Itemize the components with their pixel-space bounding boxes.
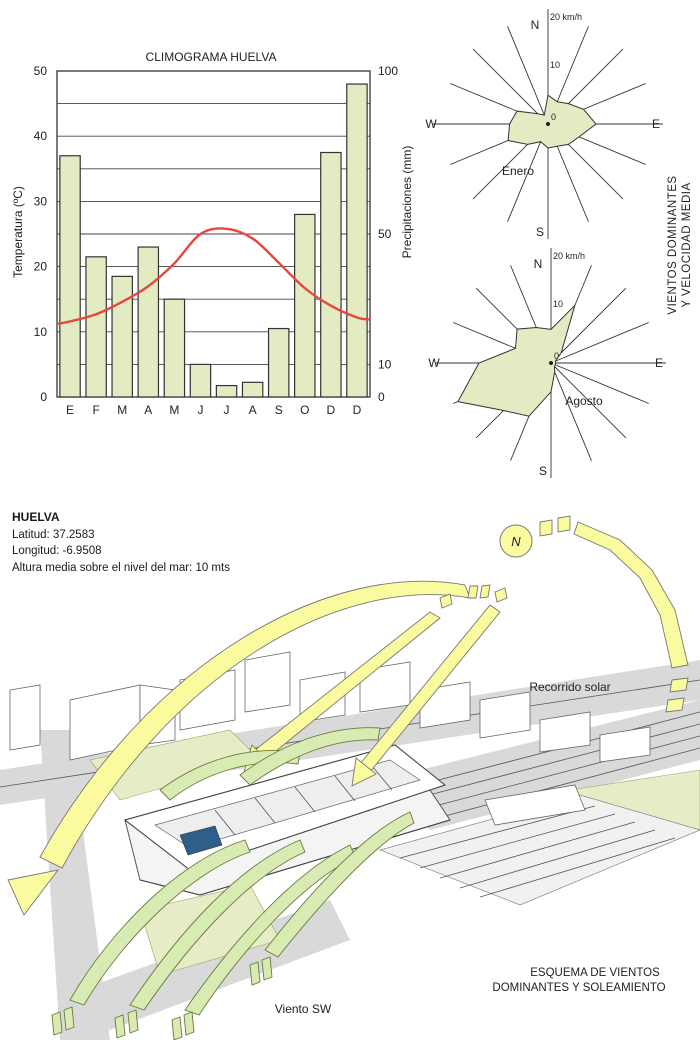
precip-bar [60,156,80,397]
solar-path-label: Recorrido solar [529,680,611,694]
y2-tick-label: 10 [378,357,392,372]
location-altitude: Altura media sobre el nivel del mar: 10 mts [12,561,230,574]
climograph-bars [60,84,367,397]
rose-spoke [473,49,548,124]
precip-bar [164,299,184,397]
y2-axis-label: Precipitaciones (mm) [400,145,414,259]
scheme-title-line-1: ESQUEMA DE VIENTOS [530,967,660,979]
precip-bar [190,364,210,397]
y-tick-label: 0 [40,390,47,404]
wind-title-line-2: Y VELOCIDAD MEDIA [681,182,693,308]
y2-tick-label: 50 [378,227,392,241]
scheme-title-line-2: DOMINANTES Y SOLEAMIENTO [492,982,666,994]
rose-direction-label: E [651,117,661,131]
y-axis-label: Temperatura (ºC) [11,186,25,278]
x-tick-label: A [144,403,153,417]
rose-direction-label: N [533,257,543,271]
precip-bar [138,247,158,397]
wind-rose-january [425,9,663,239]
precip-bar [347,84,367,397]
location-longitude: Longitud: -6.9508 [12,545,102,557]
location-info [12,509,230,576]
precip-bar [295,214,315,397]
rose-month-label: Enero [501,164,535,178]
y2-tick-label: 100 [378,64,399,78]
rose-direction-label: E [654,356,664,370]
precip-bar [269,329,289,397]
x-tick-label: S [274,403,283,417]
y-tick-label: 10 [33,324,47,339]
x-tick-label: D [352,403,362,417]
rose-center [546,122,550,126]
y2-tick-label: 0 [378,390,385,404]
rose-ring-label: 10 [553,299,564,309]
solar-arc-right [574,522,688,668]
precip-bar [242,382,262,397]
rose-center [549,361,553,365]
precip-bar [112,276,132,397]
wind-title [667,175,693,314]
sun [500,525,532,557]
y-tick-label: 30 [33,194,47,209]
wind-sw-label: Viento SW [274,1002,332,1016]
rose-direction-label: S [538,464,548,478]
x-tick-label: F [92,403,100,417]
wind-title-line-1: VIENTOS DOMINANTES [667,175,679,315]
x-tick-label: M [117,403,128,417]
x-tick-label: J [197,403,204,417]
precip-bar [216,386,236,397]
rose-direction-label: W [428,356,440,370]
rose-origin-label: 0 [554,351,560,361]
precip-bar [86,257,106,397]
x-tick-label: D [326,403,336,417]
y-tick-label: 40 [33,129,47,144]
urban-sketch [0,516,700,1040]
rose-direction-label: W [425,117,437,131]
wind-rose-august [428,248,666,478]
x-tick-label: J [223,403,230,417]
climograph-title: CLIMOGRAMA HUELVA [145,50,277,64]
y-tick-label: 20 [33,259,47,274]
x-tick-label: E [66,403,75,417]
rose-direction-label: N [530,18,540,32]
x-tick-label: A [248,403,257,417]
y-tick-label: 50 [33,64,47,78]
x-tick-label: M [169,403,180,417]
rose-month-label: Agosto [565,394,603,408]
rose-scale-label: 20 km/h [553,251,586,261]
rose-ring-label: 10 [550,60,561,70]
x-tick-label: O [300,403,310,417]
sun-label: N [511,534,521,549]
location-latitude: Latitud: 37.2583 [12,528,95,541]
climograph [11,50,414,417]
precip-bar [321,153,341,398]
rose-scale-label: 20 km/h [550,12,583,22]
rose-origin-label: 0 [551,112,557,122]
rose-direction-label: S [535,225,545,239]
location-name: HUELVA [12,510,60,524]
climograph-categories [66,403,362,417]
